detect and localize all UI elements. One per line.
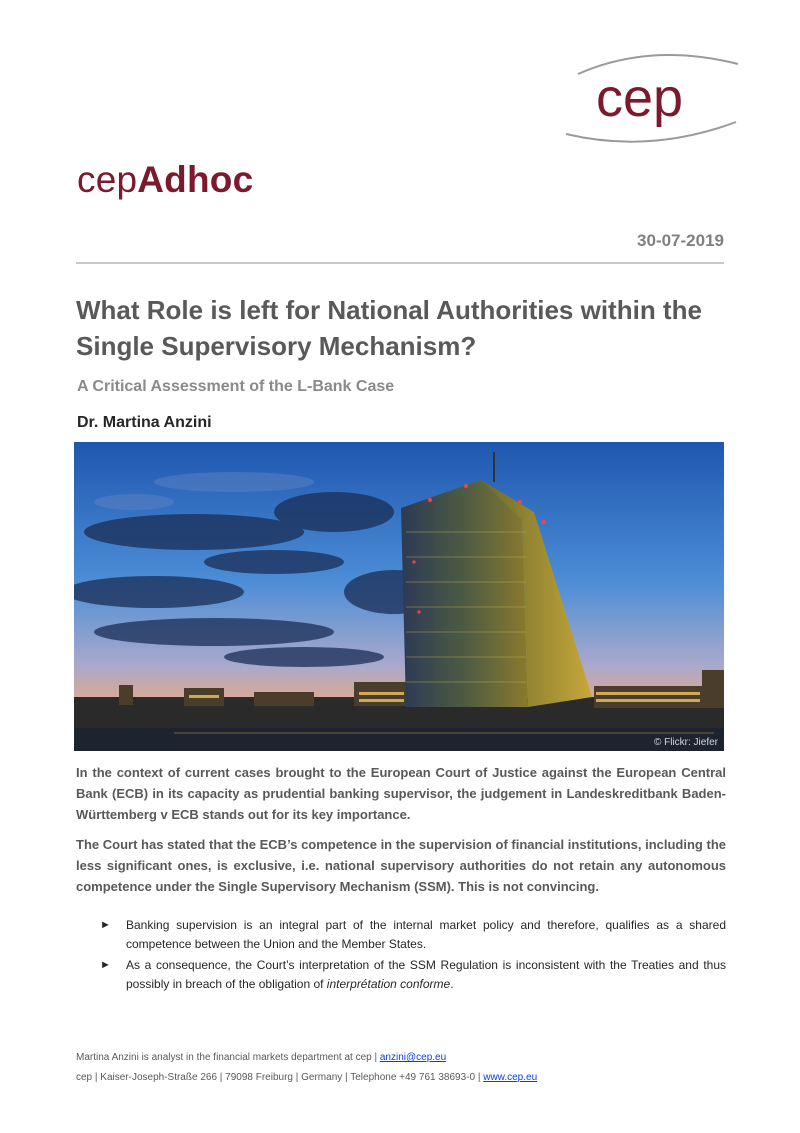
website-link[interactable]: www.cep.eu (483, 1072, 538, 1083)
court-paragraph: The Court has stated that the ECB’s competence in the supervision of financial institutions, including the less significant ones, is exclusive, i.e. national supervisory authorities do not retain any autonomous competence under the Single Supervisory Mechanism (SSM). This is not convincing. (76, 837, 726, 894)
list-item-text: Banking supervision is an integral part of the internal market policy and therefore, qualifies as a shared competence between the Union and the Member States. (126, 918, 726, 951)
list-item (100, 916, 726, 954)
triangle-bullet-icon: ► (100, 959, 111, 971)
list-item-text: As a consequence, the Court’s interpretation of the SSM Regulation is inconsistent with the Treaties and thus possibly in breach of the obligation of (126, 958, 726, 991)
author-email-link[interactable]: anzini@cep.eu (379, 1052, 447, 1063)
footer-address-text: cep | Kaiser-Joseph-Straße 266 | 79098 Freiburg | Germany | Telephone +49 761 38693-0 | (76, 1072, 484, 1083)
series-title: Adhoc (137, 159, 254, 200)
key-points-list (100, 916, 726, 996)
series-name (77, 158, 253, 202)
ecb-tower-photo (74, 442, 724, 751)
list-item-text-end: . (450, 977, 454, 991)
photo-credit: © Flickr: Jiefer (653, 737, 718, 748)
cep-logo (560, 50, 745, 150)
logo-text: cep (596, 68, 684, 128)
footer-author-line (76, 1052, 446, 1063)
page-subtitle: A Critical Assessment of the L-Bank Case (77, 378, 395, 395)
list-item-emphasis: interprétation conforme (326, 977, 451, 991)
page-title: What Role is left for National Authorities within the Single Supervisory Mechanism? (76, 295, 702, 361)
intro-paragraph: In the context of current cases brought to the European Court of Justice against the European Central Bank (ECB) in its capacity as prudential banking supervisor, the judgement in Landeskreditbank Baden-Württemberg v ECB stands out for its key importance. (76, 765, 726, 822)
publication-date: 30-07-2019 (637, 231, 724, 250)
triangle-bullet-icon: ► (100, 919, 111, 931)
footer-author-text: Martina Anzini is analyst in the financial markets department at cep | (76, 1052, 380, 1063)
series-prefix: cep (77, 159, 138, 200)
author-name: Dr. Martina Anzini (77, 414, 212, 431)
footer-address-line (76, 1072, 537, 1083)
header-divider (76, 262, 724, 264)
list-item (100, 956, 726, 994)
